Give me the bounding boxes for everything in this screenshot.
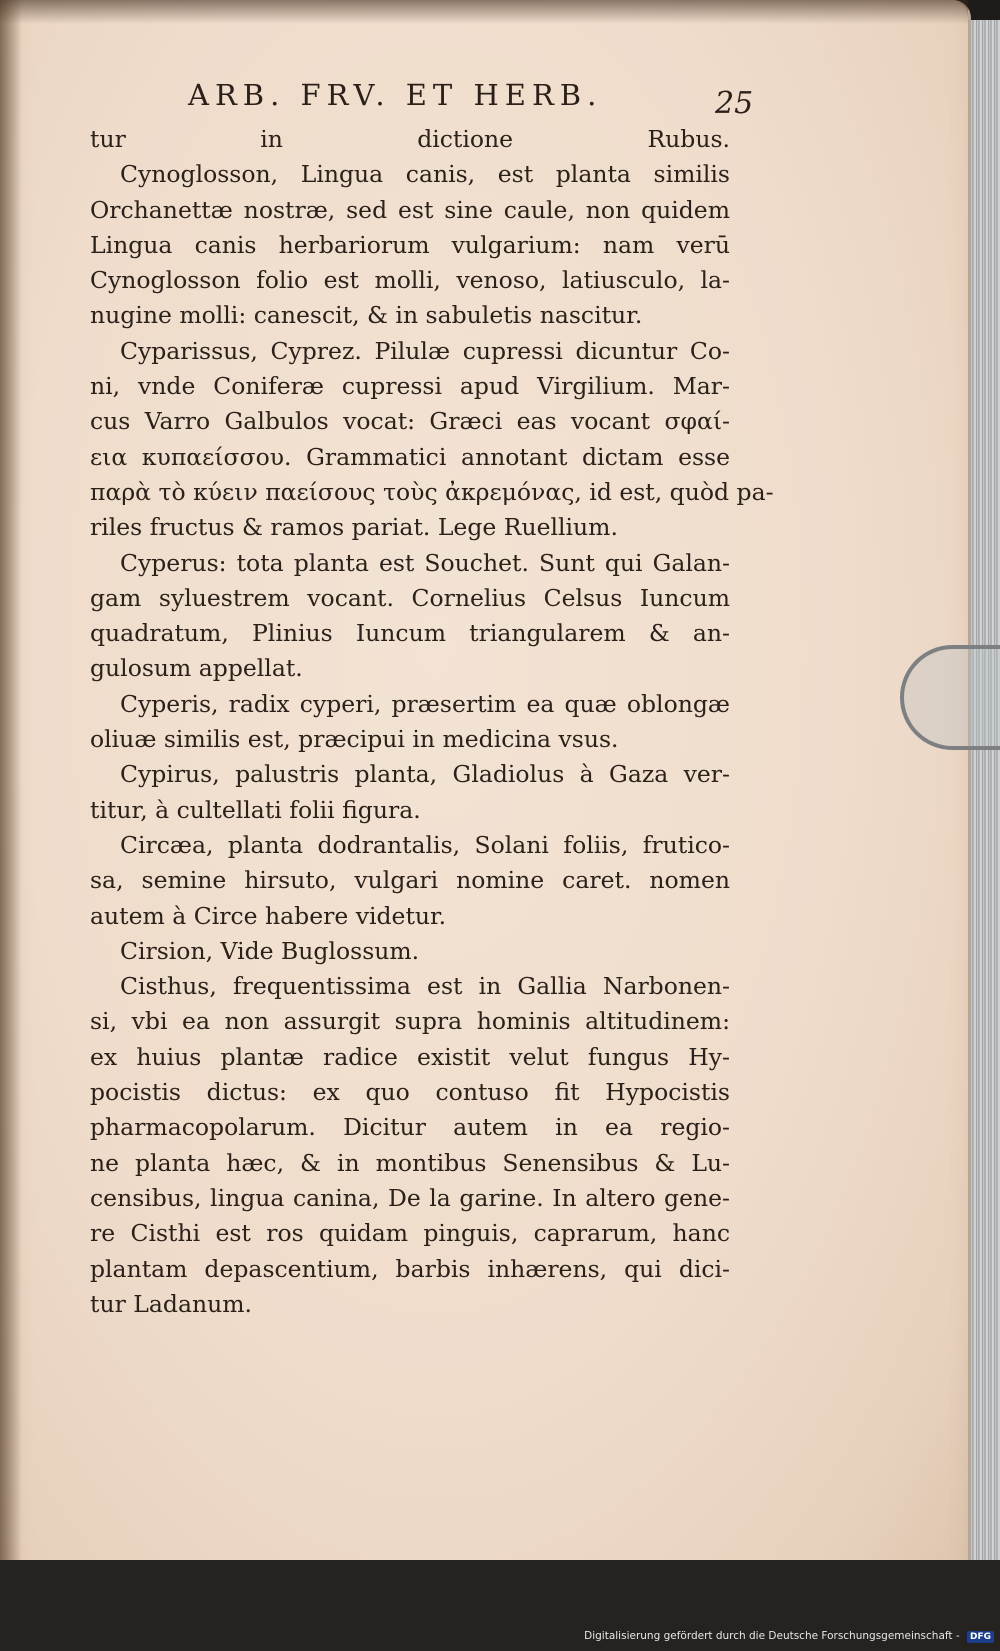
text-line: Cirsion, Vide Buglossum. (120, 936, 420, 965)
text-line: quadratum, Plinius Iuncum triangularem & an- (90, 619, 730, 648)
text-line: Cyparissus, Cyprez. Pilulæ cupressi dicuntur Co- (120, 336, 730, 365)
text-line: παρὰ τὸ κύειν παείσους τοὺς ἀκρεμόνας, id est, quòd pa- (90, 477, 774, 506)
text-line: tur Ladanum. (90, 1289, 252, 1318)
digitization-credit (584, 1630, 994, 1643)
text-line: gam syluestrem vocant. Cornelius Celsus Iuncum (90, 583, 730, 612)
running-head: ARB. FRV. ET HERB. (188, 78, 603, 112)
text-line: Cyperus: tota planta est Souchet. Sunt qui Galan- (120, 548, 730, 577)
page-clip-bookmark (900, 645, 1000, 750)
text-line: ni, vnde Coniferæ cupressi apud Virgilium. Mar- (90, 372, 730, 401)
text-line: Lingua canis herbariorum vulgarium: nam verū (90, 230, 730, 259)
text-line: re Cisthi est ros quidam pinguis, caprarum, hanc (90, 1219, 730, 1248)
text-line: Circæa, planta dodrantalis, Solani foliis, frutico- (120, 830, 730, 859)
page-header (0, 74, 968, 121)
text-line: nugine molli: canescit, & in sabuletis nascitur. (90, 301, 643, 330)
text-line: sa, semine hirsuto, vulgari nomine caret. nomen (90, 866, 730, 895)
body-text (90, 122, 774, 1322)
page-number: 25 (715, 86, 754, 121)
credit-text: Digitalisierung gefördert durch die Deutsche Forschungsgemeinschaft - (584, 1630, 960, 1642)
text-line: tur in dictione Rubus. (90, 125, 730, 153)
text-line: oliuæ similis est, præcipui in medicina vsus. (90, 725, 619, 754)
text-line: autem à Circe habere videtur. (90, 901, 447, 930)
dfg-logo: DFG (967, 1631, 994, 1643)
text-line: Cyperis, radix cyperi, præsertim ea quæ oblongæ (120, 689, 730, 718)
text-line: si, vbi ea non assurgit supra hominis altitudinem: (90, 1007, 730, 1036)
text-line: Orchanettæ nostræ, sed est sine caule, non quidem (90, 195, 730, 224)
text-line: Cypirus, palustris planta, Gladiolus à Gaza ver- (120, 760, 730, 789)
text-line: pharmacopolarum. Dicitur autem in ea regio- (90, 1113, 730, 1142)
text-line: Cynoglosson, Lingua canis, est planta similis (120, 160, 730, 189)
text-line: ne planta hæc, & in montibus Senensibus & Lu- (90, 1148, 730, 1177)
page-top-shadow (0, 0, 968, 24)
text-line: gulosum appellat. (90, 654, 303, 683)
text-line: ex huius plantæ radice existit velut fungus Hy- (90, 1042, 730, 1071)
text-line: censibus, lingua canina, De la garine. In altero gene- (90, 1183, 730, 1212)
text-line: plantam depascentium, barbis inhærens, qui dici- (90, 1254, 730, 1283)
text-line: titur, à cultellati folii figura. (90, 795, 421, 824)
text-line: pocistis dictus: ex quo contuso fit Hypocistis (90, 1078, 730, 1107)
page-gutter-shadow (0, 0, 22, 1612)
text-line: Cisthus, frequentissima est in Gallia Narbonen- (120, 972, 730, 1001)
text-line: Cynoglosson folio est molli, venoso, latiusculo, la- (90, 266, 730, 295)
text-line: εια κυπαείσσου. Grammatici annotant dictam esse (90, 442, 730, 471)
text-line: cus Varro Galbulos vocat: Græci eas vocant σφαί- (90, 407, 730, 436)
text-line: riles fructus & ramos pariat. Lege Ruellium. (90, 513, 618, 542)
